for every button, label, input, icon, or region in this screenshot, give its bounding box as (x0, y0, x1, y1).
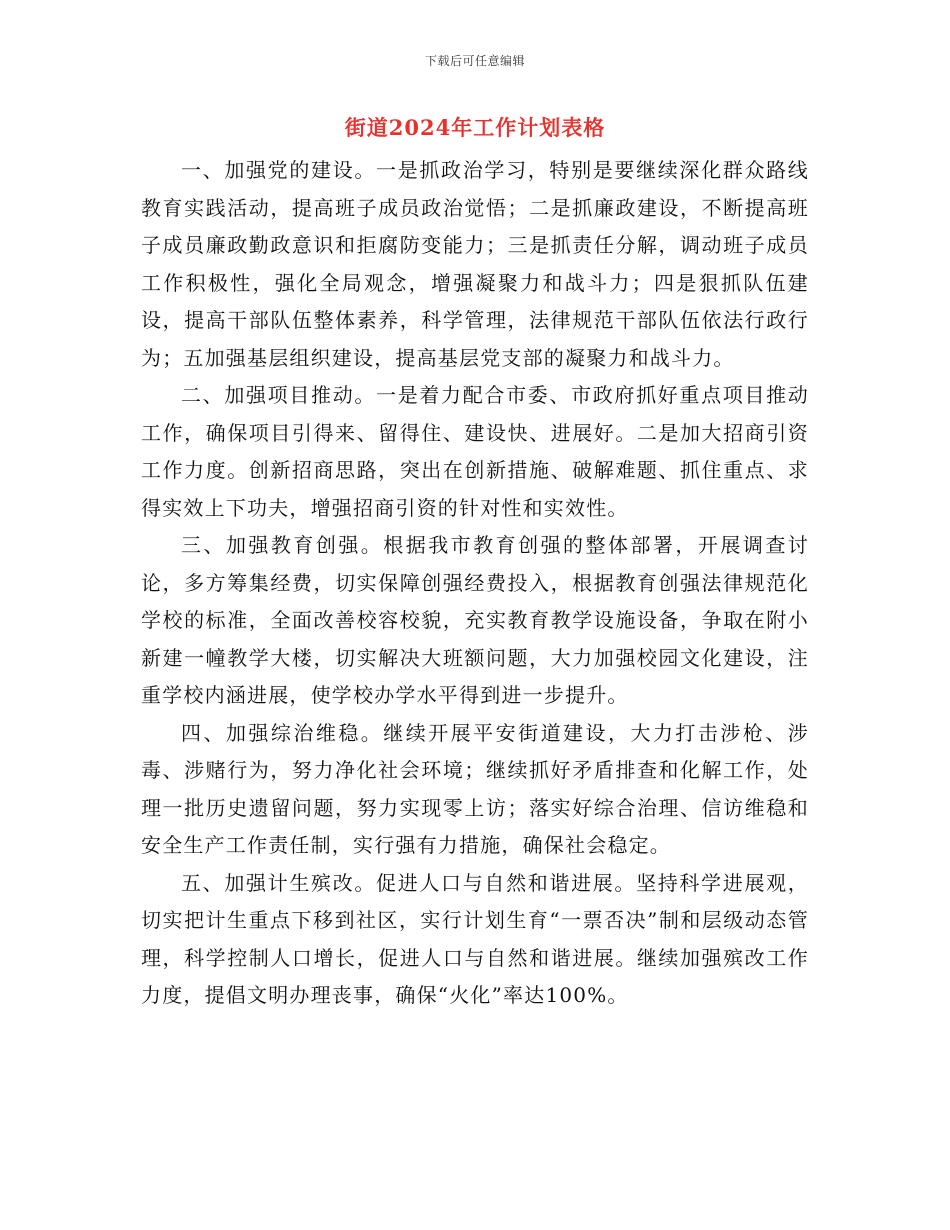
paragraph-public-security: 四、加强综治维稳。继续开展平安街道建设，大力打击涉枪、涉毒、涉赌行为，努力净化社会环境；继续抓好矛盾排查和化解工作，处理一批历史遗留问题，努力实现零上访；落实好综合治理、信访维稳和安全生产工作责任制，实行强有力措施，确保社会稳定。 (141, 720, 809, 857)
paragraph-family-planning: 五、加强计生殡改。促进人口与自然和谐进展。坚持科学进展观，切实把计生重点下移到社区，实行计划生育“一票否决”制和层级动态管理，科学控制人口增长，促进人口与自然和谐进展。继续加强殡改工作力度，提倡文明办理丧事，确保“火化”率达100%。 (141, 870, 809, 1007)
paragraph-education: 三、加强教育创强。根据我市教育创强的整体部署，开展调查讨论，多方筹集经费，切实保障创强经费投入，根据教育创强法律规范化学校的标准，全面改善校容校貌，充实教育教学设施设备，争取在附小新建一幢教学大楼，切实解决大班额问题，大力加强校园文化建设，注重学校内涵进展，使学校办学水平得到进一步提升。 (141, 533, 809, 707)
page-header-note: 下载后可任意编辑 (424, 54, 525, 68)
document-body (141, 152, 809, 1015)
document-title: 街道2024年工作计划表格 (344, 115, 606, 140)
paragraph-project-promotion: 二、加强项目推动。一是着力配合市委、市政府抓好重点项目推动工作，确保项目引得来、留得住、建设快、进展好。二是加大招商引资工作力度。创新招商思路，突出在创新措施、破解难题、抓住重点、求得实效上下功夫，增强招商引资的针对性和实效性。 (141, 383, 809, 520)
paragraph-party-building: 一、加强党的建设。一是抓政治学习，特别是要继续深化群众路线教育实践活动，提高班子成员政治觉悟；二是抓廉政建设，不断提高班子成员廉政勤政意识和拒腐防变能力；三是抓责任分解，调动班子成员工作积极性，强化全局观念，增强凝聚力和战斗力；四是狠抓队伍建设，提高干部队伍整体素养，科学管理，法律规范干部队伍依法行政行为；五加强基层组织建设，提高基层党支部的凝聚力和战斗力。 (141, 158, 809, 370)
